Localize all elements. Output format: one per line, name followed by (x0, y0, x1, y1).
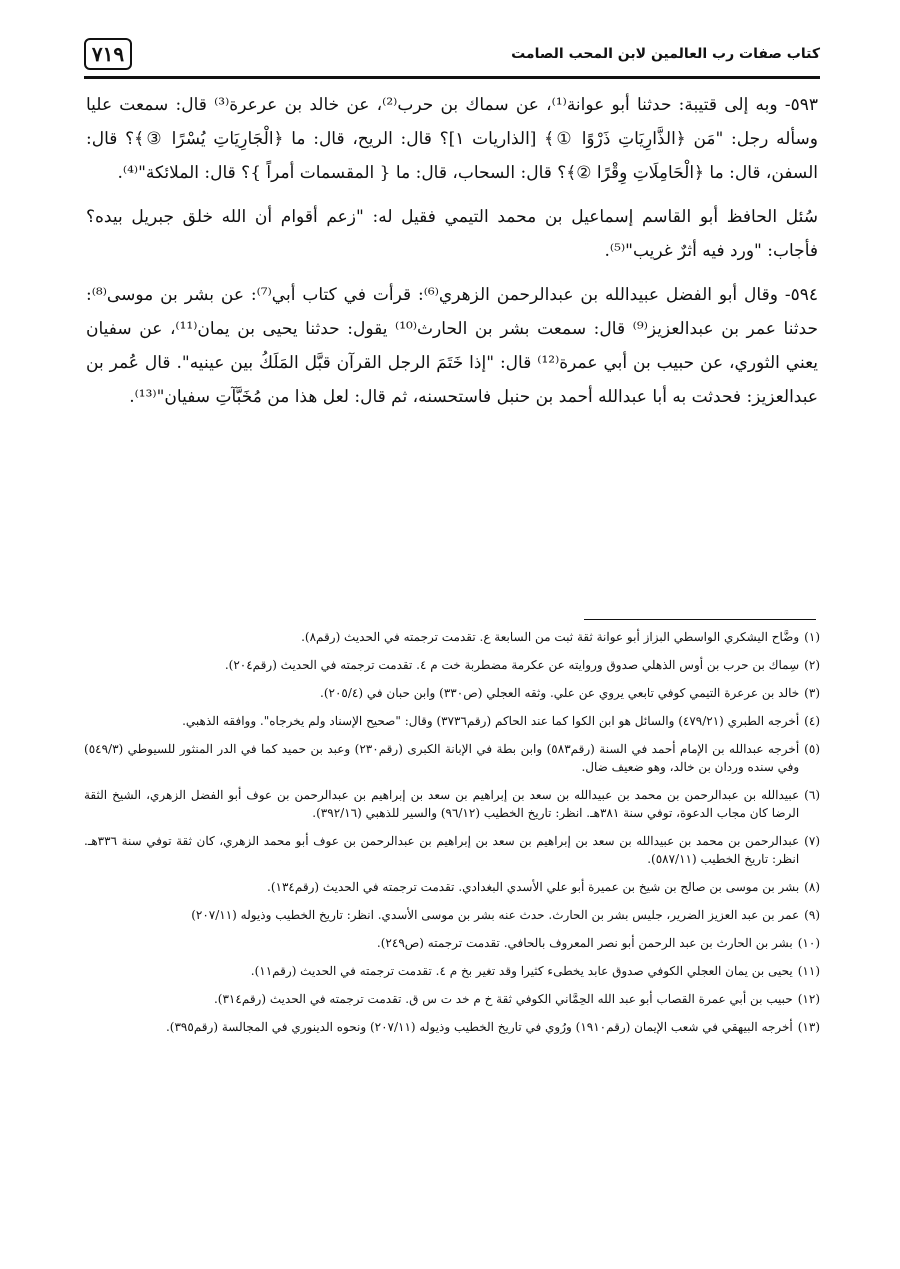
footnote (84, 628, 820, 646)
footnote-number: (٦) (804, 788, 820, 802)
question-paragraph: سُئل الحافظ أبو القاسم إسماعيل بن محمد التيمي فقيل له: "زعم أقوام أن الله خلق جبريل بيده؟ فأجاب: "ورد فيه أثرٌ غريب"⁽⁵⁾. (86, 207, 818, 261)
footnote-number: (١١) (797, 964, 820, 978)
footnote-text: وضَّاح اليشكري الواسطي البزاز أبو عوانة ثقة ثبت من السابعة ع. تقدمت ترجمته في الحديث (رقم٨). (301, 630, 800, 644)
footnote (84, 990, 820, 1008)
footnote-text: عبيدالله بن عبدالرحمن بن محمد بن عبيدالله بن سعد بن إبراهيم بن سعد بن إبراهيم بن عبدالرحمن بن عوف أبو الفضل الزهري، الشيخ الثقة الرضا كان مجاب الدعوة، توفي سنة ٣٨١هـ. انظر: تاريخ الخطيب (٩٦/١٢) والسير للذهبي (٣٩٢/١٦). (84, 788, 800, 820)
footnote (84, 656, 820, 674)
footnote (84, 740, 820, 776)
footnote-text: عبدالرحمن بن محمد بن عبيدالله بن سعد بن إبراهيم بن سعد بن إبراهيم بن عبدالرحمن بن عوف أبو محمد الزهري، كان ثقة توفي سنة ٣٣٦هـ. انظر: تاريخ الخطيب (٥٨٧/١١). (84, 834, 800, 866)
footnote-number: (٨) (804, 880, 820, 894)
header-divider (84, 76, 820, 79)
footnote-text: أخرجه الطبري (٤٧٩/٢١) والسائل هو ابن الكوا كما عند الحاكم (رقم٣٧٣٦) وقال: "صحيح الإسناد ولم يخرجاه". ووافقه الذهبي. (182, 714, 800, 728)
book-title: كتاب صفات رب العالمين لابن المحب الصامت (511, 46, 820, 62)
footnote (84, 712, 820, 730)
footnote-divider (584, 619, 816, 620)
footnote-number: (١) (804, 630, 820, 644)
footnote-text: أخرجه عبدالله بن الإمام أحمد في السنة (رقم٥٨٣) وابن بطة في الإبانة الكبرى (رقم٢٣٠) وعبد بن حميد كما في الدر المنثور للسيوطي (٥٤٩/٣) وفي سنده وردان بن خالد، وهو ضعيف ضال. (84, 742, 800, 774)
footnote (84, 832, 820, 868)
footnote-number: (٢) (804, 658, 820, 672)
footnote-number: (٩) (804, 908, 820, 922)
footnote (84, 684, 820, 702)
page-header (84, 38, 820, 78)
footnote (84, 786, 820, 822)
footnote (84, 878, 820, 896)
footnote-text: حبيب بن أبي عمرة القصاب أبو عبد الله الحِمَّاني الكوفي ثقة خ م خد ت س ق. تقدمت ترجمته في الحديث (رقم٣١٤). (213, 992, 793, 1006)
footnote-number: (٤) (804, 714, 820, 728)
footnote (84, 934, 820, 952)
footnote (84, 906, 820, 924)
footnote-number: (١٢) (797, 992, 820, 1006)
footnote-number: (١٣) (797, 1020, 820, 1034)
page-number: ٧١٩ (84, 38, 132, 70)
footnote (84, 1018, 820, 1036)
footnote-text: سِماك بن حرب بن أوس الذهلي صدوق وروايته عن عكرمة مضطربة خت م ٤. تقدمت ترجمته في الحديث (رقم٢٠٤). (224, 658, 800, 672)
main-text (86, 88, 818, 424)
footnote-number: (١٠) (797, 936, 820, 950)
footnote-number: (٧) (804, 834, 820, 848)
footnote-text: خالد بن عرعرة التيمي كوفي تابعي يروي عن علي. وثقه العجلي (ص٣٣٠) وابن حبان في (٢٠٥/٤). (320, 686, 800, 700)
hadith-593: ٥٩٣- وبه إلى قتيبة: حدثنا أبو عوانة⁽¹⁾، عن سماك بن حرب⁽²⁾، عن خالد بن عرعرة⁽³⁾ قال: سمعت عليا وسأله رجل: "مَن ﴿الذَّارِيَاتِ ذَرْوًا ①﴾ [الذاريات ١]؟ قال: الريح، قال: ما ﴿الْجَارِيَاتِ يُسْرًا ③﴾؟ قال: السفن، قال: ما ﴿الْحَامِلَاتِ وِقْرًا ②﴾؟ قال: السحاب، قال: ما { المقسمات أمراً }؟ قال: الملائكة"⁽⁴⁾. (86, 95, 819, 183)
footnote-text: بشر بن الحارث بن عبد الرحمن أبو نصر المعروف بالحافي. تقدمت ترجمته (ص٢٤٩). (376, 936, 793, 950)
footnote-text: عمر بن عبد العزيز الضرير، جليس بشر بن الحارث. حدث عنه بشر بن موسى الأسدي. انظر: تاريخ الخطيب وذيوله (٢٠٧/١١) (191, 908, 800, 922)
footnote-text: يحيى بن يمان العجلي الكوفي صدوق عابد يخطىء كثيرا وقد تغير بخ م ٤. تقدمت ترجمته في الحديث (رقم١١). (250, 964, 793, 978)
hadith-594: ٥٩٤- وقال أبو الفضل عبيدالله بن عبدالرحمن الزهري⁽⁶⁾: قرأت في كتاب أبي⁽⁷⁾: عن بشر بن موسى⁽⁸⁾: حدثنا عمر بن عبدالعزيز⁽⁹⁾ قال: سمعت بشر بن الحارث⁽¹⁰⁾ يقول: حدثنا يحيى بن يمان⁽¹¹⁾، عن سفيان يعني الثوري، عن حبيب بن أبي عمرة⁽¹²⁾ قال: "إذا خَتَمَ الرجل القرآن قبَّل المَلَكُ بين عينيه". قال عُمر بن عبدالعزيز: فحدثت به أبا عبدالله أحمد بن حنبل فاستحسنه، ثم قال: لعل هذا من مُخَبَّآتِ سفيان"⁽¹³⁾. (86, 285, 819, 407)
footnote-number: (٥) (804, 742, 820, 756)
footnote-text: بشر بن موسى بن صالح بن شيخ بن عميرة أبو علي الأسدي البغدادي. تقدمت ترجمته في الحديث (رقم١٣٤). (267, 880, 800, 894)
footnotes (84, 628, 820, 1046)
footnote (84, 962, 820, 980)
footnote-text: أخرجه البيهقي في شعب الإيمان (رقم١٩١٠) ورُوي في تاريخ الخطيب وذيوله (٢٠٧/١١) ونحوه الدينوري في المجالسة (رقم٣٩٥). (165, 1020, 793, 1034)
footnote-number: (٣) (804, 686, 820, 700)
